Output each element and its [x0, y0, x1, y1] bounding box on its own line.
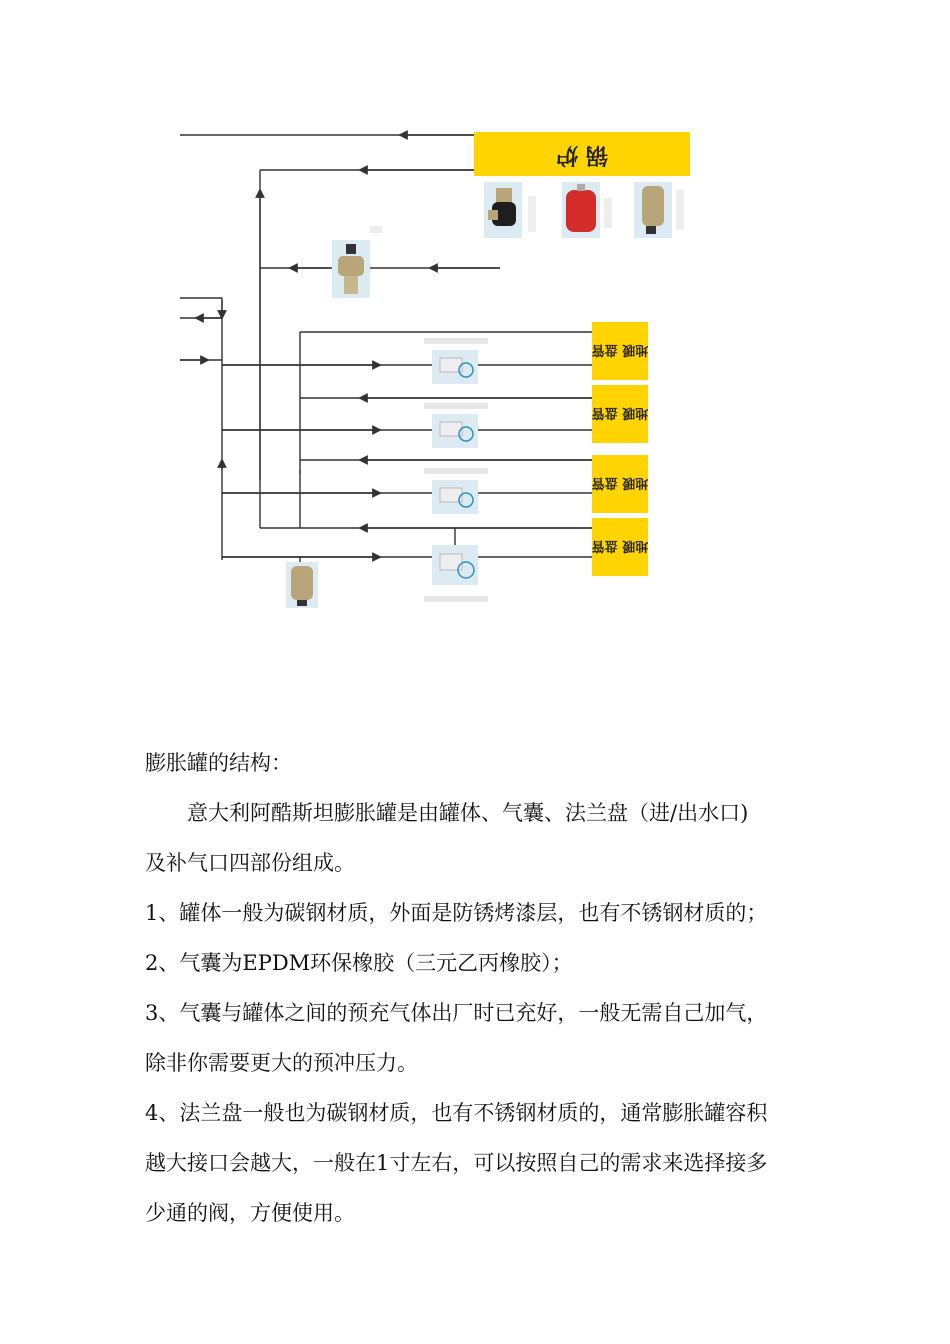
manifold-valve-icon: [424, 545, 488, 602]
section-heading: 膨胀罐的结构：: [145, 751, 292, 775]
mixing-valve-icon: [332, 226, 382, 298]
list-item-continued: 除非你需要更大的预冲压力。: [145, 1051, 418, 1075]
svg-text:地暖 盘管: 地暖 盘管: [591, 538, 649, 553]
list-item-continued: 越大接口会越大，一般在1寸左右，可以按照自己的需求来选择接多: [145, 1151, 768, 1175]
manifold-valve-icon: [424, 338, 488, 384]
floor-heating-box: [592, 455, 649, 513]
paragraph-line: 意大利阿酷斯坦膨胀罐是由罐体、气囊、法兰盘（进/出水口): [187, 801, 749, 825]
paragraph-line: 及补气口四部份组成。: [145, 851, 355, 875]
manifold-valve-icon: [424, 403, 488, 448]
document-body: [145, 738, 825, 1238]
floor-heating-box: [592, 518, 649, 576]
floor-heating-box: [592, 322, 649, 380]
svg-text:地暖 盘管: 地暖 盘管: [591, 405, 649, 420]
manifold-valve-icon: [424, 468, 488, 514]
boiler-label: 锅 炉: [556, 142, 608, 167]
list-item: 4、法兰盘一般也为碳钢材质，也有不锈钢材质的，通常膨胀罐容积: [145, 1101, 768, 1125]
bottom-air-vent-icon: [286, 562, 318, 608]
list-item: 1、罐体一般为碳钢材质，外面是防锈烤漆层，也有不锈钢材质的；: [145, 901, 768, 925]
floor-heating-box: [592, 385, 649, 443]
safety-valve-icon: [484, 182, 536, 238]
svg-text:地暖 盘管: 地暖 盘管: [591, 475, 649, 490]
expansion-tank-icon: [562, 182, 612, 238]
heating-system-diagram: [0, 0, 950, 640]
list-item-continued: 少通的阀，方便使用。: [145, 1201, 355, 1225]
svg-text:地暖 盘管: 地暖 盘管: [591, 342, 649, 357]
list-item: 3、气囊与罐体之间的预充气体出厂时已充好，一般无需自己加气，: [145, 1001, 768, 1025]
air-vent-icon: [634, 182, 684, 238]
list-item: 2、气囊为EPDM环保橡胶（三元乙丙橡胶）；: [145, 951, 573, 975]
